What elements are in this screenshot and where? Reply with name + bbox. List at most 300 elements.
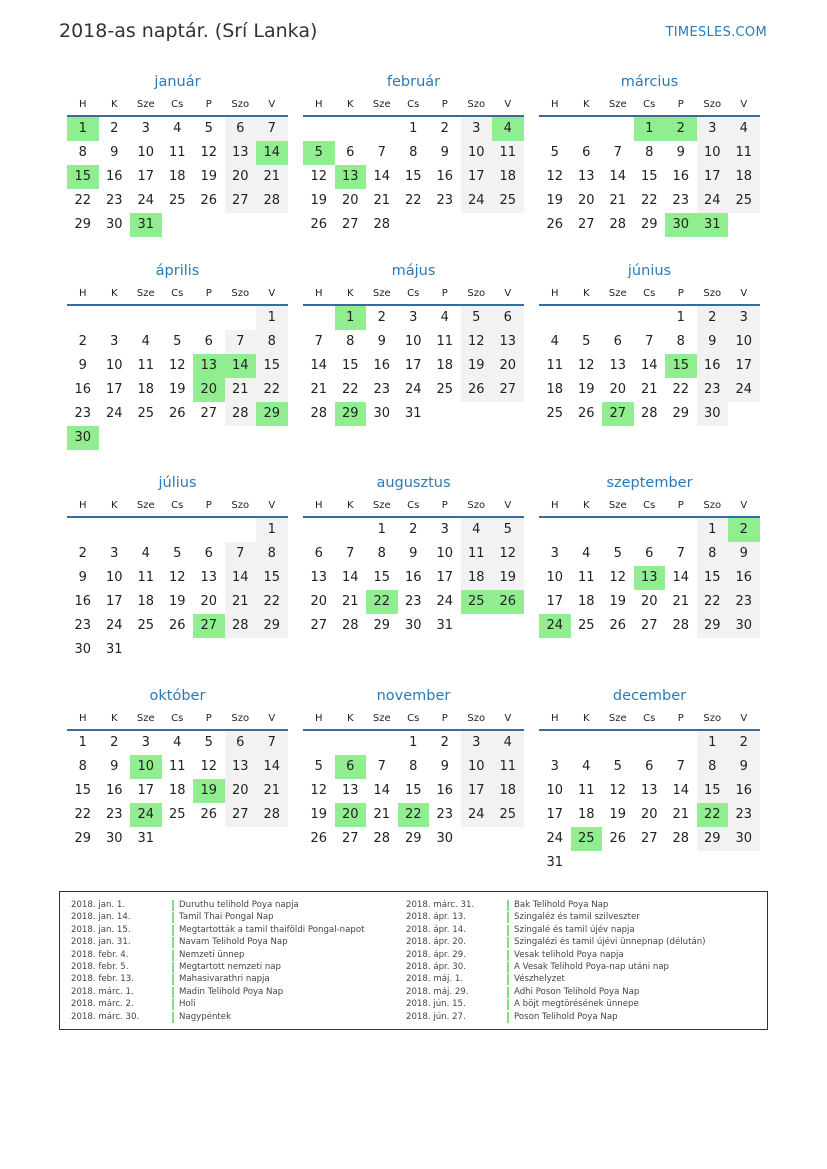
day-cell[interactable]: 18 — [461, 566, 493, 590]
holiday-day[interactable]: 19 — [193, 779, 225, 803]
day-cell[interactable]: 17 — [404, 358, 422, 373]
day-cell[interactable]: 17 — [105, 382, 123, 397]
day-cell[interactable]: 27 — [341, 831, 359, 846]
day-cell[interactable]: 19 — [492, 566, 524, 590]
day-cell[interactable]: 14 — [373, 169, 391, 184]
day-cell[interactable]: 26 — [168, 406, 186, 421]
day-cell[interactable]: 12 — [168, 570, 186, 585]
day-cell[interactable]: 30 — [728, 614, 760, 638]
day-cell[interactable]: 29 — [373, 618, 391, 633]
day-cell[interactable]: 23 — [105, 807, 123, 822]
day-cell[interactable]: 29 — [640, 217, 658, 232]
day-cell[interactable]: 12 — [168, 358, 186, 373]
day-cell[interactable]: 9 — [110, 145, 119, 160]
day-cell[interactable]: 13 — [225, 755, 257, 779]
day-cell[interactable]: 8 — [676, 334, 685, 349]
day-cell[interactable]: 31 — [404, 406, 422, 421]
holiday-day[interactable]: 14 — [256, 141, 288, 165]
day-cell[interactable]: 15 — [697, 566, 729, 590]
day-cell[interactable]: 7 — [225, 542, 257, 566]
holiday-day[interactable]: 20 — [335, 803, 367, 827]
day-cell[interactable]: 10 — [137, 145, 155, 160]
day-cell[interactable]: 29 — [697, 827, 729, 851]
day-cell[interactable]: 21 — [373, 193, 391, 208]
day-cell[interactable]: 5 — [173, 334, 182, 349]
day-cell[interactable]: 26 — [609, 618, 627, 633]
day-cell[interactable]: 28 — [672, 618, 690, 633]
holiday-day[interactable]: 26 — [492, 590, 524, 614]
day-cell[interactable]: 14 — [341, 570, 359, 585]
day-cell[interactable]: 27 — [640, 831, 658, 846]
holiday-day[interactable]: 13 — [193, 354, 225, 378]
holiday-day[interactable]: 13 — [634, 566, 666, 590]
day-cell[interactable]: 8 — [78, 759, 87, 774]
day-cell[interactable]: 15 — [404, 783, 422, 798]
day-cell[interactable]: 29 — [697, 614, 729, 638]
day-cell[interactable]: 21 — [225, 590, 257, 614]
holiday-day[interactable]: 30 — [67, 426, 99, 450]
holiday-day[interactable]: 24 — [130, 803, 162, 827]
day-cell[interactable]: 27 — [225, 189, 257, 213]
day-cell[interactable]: 31 — [436, 618, 454, 633]
day-cell[interactable]: 23 — [74, 406, 92, 421]
day-cell[interactable]: 12 — [200, 145, 218, 160]
day-cell[interactable]: 11 — [492, 141, 524, 165]
day-cell[interactable]: 30 — [404, 618, 422, 633]
day-cell[interactable]: 23 — [728, 590, 760, 614]
day-cell[interactable]: 3 — [141, 121, 150, 136]
day-cell[interactable]: 28 — [225, 614, 257, 638]
day-cell[interactable]: 26 — [200, 807, 218, 822]
day-cell[interactable]: 13 — [341, 783, 359, 798]
day-cell[interactable]: 3 — [461, 731, 493, 755]
day-cell[interactable]: 24 — [546, 831, 564, 846]
day-cell[interactable]: 2 — [440, 735, 449, 750]
day-cell[interactable]: 28 — [225, 402, 257, 426]
day-cell[interactable]: 8 — [377, 546, 386, 561]
day-cell[interactable]: 22 — [74, 193, 92, 208]
holiday-day[interactable]: 6 — [335, 755, 367, 779]
day-cell[interactable]: 7 — [676, 546, 685, 561]
day-cell[interactable]: 11 — [168, 145, 186, 160]
day-cell[interactable]: 24 — [436, 594, 454, 609]
day-cell[interactable]: 30 — [373, 406, 391, 421]
day-cell[interactable]: 21 — [609, 193, 627, 208]
day-cell[interactable]: 6 — [346, 145, 355, 160]
day-cell[interactable]: 7 — [645, 334, 654, 349]
day-cell[interactable]: 15 — [341, 358, 359, 373]
day-cell[interactable]: 16 — [373, 358, 391, 373]
day-cell[interactable]: 21 — [310, 382, 328, 397]
day-cell[interactable]: 24 — [137, 193, 155, 208]
day-cell[interactable]: 22 — [672, 382, 690, 397]
day-cell[interactable]: 12 — [546, 169, 564, 184]
day-cell[interactable]: 22 — [341, 382, 359, 397]
day-cell[interactable]: 18 — [728, 165, 760, 189]
day-cell[interactable]: 3 — [440, 522, 449, 537]
day-cell[interactable]: 17 — [137, 783, 155, 798]
day-cell[interactable]: 30 — [105, 217, 123, 232]
day-cell[interactable]: 9 — [78, 570, 87, 585]
day-cell[interactable]: 28 — [373, 217, 391, 232]
day-cell[interactable]: 21 — [672, 594, 690, 609]
day-cell[interactable]: 15 — [404, 169, 422, 184]
day-cell[interactable]: 6 — [225, 731, 257, 755]
holiday-day[interactable]: 10 — [130, 755, 162, 779]
day-cell[interactable]: 5 — [582, 334, 591, 349]
day-cell[interactable]: 28 — [256, 189, 288, 213]
day-cell[interactable]: 12 — [310, 169, 328, 184]
day-cell[interactable]: 27 — [310, 618, 328, 633]
day-cell[interactable]: 30 — [728, 827, 760, 851]
day-cell[interactable]: 2 — [377, 310, 386, 325]
day-cell[interactable]: 18 — [577, 807, 595, 822]
holiday-day[interactable]: 15 — [665, 354, 697, 378]
day-cell[interactable]: 8 — [697, 755, 729, 779]
day-cell[interactable]: 17 — [105, 594, 123, 609]
day-cell[interactable]: 13 — [225, 141, 257, 165]
holiday-day[interactable]: 27 — [602, 402, 634, 426]
day-cell[interactable]: 1 — [256, 306, 288, 330]
day-cell[interactable]: 17 — [461, 165, 493, 189]
day-cell[interactable]: 25 — [168, 193, 186, 208]
day-cell[interactable]: 20 — [310, 594, 328, 609]
day-cell[interactable]: 28 — [256, 803, 288, 827]
day-cell[interactable]: 27 — [200, 406, 218, 421]
day-cell[interactable]: 21 — [341, 594, 359, 609]
day-cell[interactable]: 15 — [640, 169, 658, 184]
day-cell[interactable]: 31 — [105, 642, 123, 657]
day-cell[interactable]: 8 — [409, 759, 418, 774]
day-cell[interactable]: 29 — [672, 406, 690, 421]
day-cell[interactable]: 18 — [492, 779, 524, 803]
day-cell[interactable]: 28 — [672, 831, 690, 846]
day-cell[interactable]: 4 — [141, 546, 150, 561]
holiday-day[interactable]: 13 — [335, 165, 367, 189]
day-cell[interactable]: 11 — [728, 141, 760, 165]
day-cell[interactable]: 6 — [314, 546, 323, 561]
day-cell[interactable]: 10 — [461, 141, 493, 165]
day-cell[interactable]: 4 — [582, 546, 591, 561]
day-cell[interactable]: 2 — [110, 735, 119, 750]
day-cell[interactable]: 10 — [105, 358, 123, 373]
day-cell[interactable]: 23 — [436, 193, 454, 208]
day-cell[interactable]: 22 — [256, 378, 288, 402]
day-cell[interactable]: 11 — [137, 570, 155, 585]
holiday-day[interactable]: 24 — [539, 614, 571, 638]
day-cell[interactable]: 16 — [105, 783, 123, 798]
day-cell[interactable]: 13 — [492, 330, 524, 354]
day-cell[interactable]: 20 — [640, 807, 658, 822]
holiday-day[interactable]: 2 — [728, 518, 760, 542]
day-cell[interactable]: 4 — [173, 735, 182, 750]
day-cell[interactable]: 16 — [672, 169, 690, 184]
day-cell[interactable]: 20 — [492, 354, 524, 378]
day-cell[interactable]: 7 — [377, 145, 386, 160]
day-cell[interactable]: 17 — [461, 779, 493, 803]
day-cell[interactable]: 29 — [74, 831, 92, 846]
day-cell[interactable]: 25 — [492, 803, 524, 827]
day-cell[interactable]: 15 — [74, 783, 92, 798]
day-cell[interactable]: 3 — [409, 310, 418, 325]
day-cell[interactable]: 8 — [409, 145, 418, 160]
day-cell[interactable]: 27 — [492, 378, 524, 402]
day-cell[interactable]: 23 — [373, 382, 391, 397]
day-cell[interactable]: 24 — [697, 189, 729, 213]
day-cell[interactable]: 20 — [640, 594, 658, 609]
day-cell[interactable]: 16 — [728, 779, 760, 803]
day-cell[interactable]: 5 — [314, 759, 323, 774]
day-cell[interactable]: 28 — [310, 406, 328, 421]
holiday-day[interactable]: 1 — [634, 117, 666, 141]
day-cell[interactable]: 13 — [200, 570, 218, 585]
day-cell[interactable]: 23 — [436, 807, 454, 822]
day-cell[interactable]: 16 — [74, 594, 92, 609]
day-cell[interactable]: 10 — [461, 755, 493, 779]
day-cell[interactable]: 11 — [461, 542, 493, 566]
day-cell[interactable]: 6 — [645, 759, 654, 774]
day-cell[interactable]: 16 — [697, 354, 729, 378]
day-cell[interactable]: 15 — [697, 779, 729, 803]
day-cell[interactable]: 1 — [676, 310, 685, 325]
holiday-day[interactable]: 29 — [335, 402, 367, 426]
day-cell[interactable]: 2 — [110, 121, 119, 136]
day-cell[interactable]: 10 — [697, 141, 729, 165]
day-cell[interactable]: 9 — [728, 542, 760, 566]
day-cell[interactable]: 2 — [409, 522, 418, 537]
day-cell[interactable]: 31 — [137, 831, 155, 846]
day-cell[interactable]: 11 — [577, 570, 595, 585]
day-cell[interactable]: 8 — [346, 334, 355, 349]
day-cell[interactable]: 5 — [492, 518, 524, 542]
holiday-day[interactable]: 22 — [697, 803, 729, 827]
day-cell[interactable]: 29 — [256, 614, 288, 638]
day-cell[interactable]: 12 — [492, 542, 524, 566]
day-cell[interactable]: 6 — [204, 546, 213, 561]
day-cell[interactable]: 22 — [404, 193, 422, 208]
day-cell[interactable]: 20 — [341, 193, 359, 208]
day-cell[interactable]: 10 — [546, 570, 564, 585]
day-cell[interactable]: 14 — [672, 570, 690, 585]
day-cell[interactable]: 13 — [609, 358, 627, 373]
day-cell[interactable]: 16 — [404, 570, 422, 585]
day-cell[interactable]: 6 — [492, 306, 524, 330]
day-cell[interactable]: 8 — [697, 542, 729, 566]
day-cell[interactable]: 19 — [168, 594, 186, 609]
day-cell[interactable]: 28 — [640, 406, 658, 421]
day-cell[interactable]: 26 — [609, 831, 627, 846]
day-cell[interactable]: 22 — [640, 193, 658, 208]
day-cell[interactable]: 15 — [373, 570, 391, 585]
day-cell[interactable]: 22 — [256, 590, 288, 614]
day-cell[interactable]: 18 — [168, 783, 186, 798]
day-cell[interactable]: 19 — [577, 382, 595, 397]
day-cell[interactable]: 29 — [74, 217, 92, 232]
day-cell[interactable]: 16 — [105, 169, 123, 184]
day-cell[interactable]: 26 — [577, 406, 595, 421]
day-cell[interactable]: 17 — [546, 594, 564, 609]
day-cell[interactable]: 8 — [256, 330, 288, 354]
day-cell[interactable]: 12 — [609, 570, 627, 585]
day-cell[interactable]: 19 — [546, 193, 564, 208]
holiday-day[interactable]: 31 — [697, 213, 729, 237]
day-cell[interactable]: 27 — [341, 217, 359, 232]
day-cell[interactable]: 3 — [110, 546, 119, 561]
day-cell[interactable]: 3 — [110, 334, 119, 349]
day-cell[interactable]: 17 — [546, 807, 564, 822]
day-cell[interactable]: 9 — [697, 330, 729, 354]
day-cell[interactable]: 17 — [728, 354, 760, 378]
day-cell[interactable]: 3 — [550, 759, 559, 774]
day-cell[interactable]: 18 — [137, 594, 155, 609]
day-cell[interactable]: 20 — [577, 193, 595, 208]
day-cell[interactable]: 24 — [461, 189, 493, 213]
day-cell[interactable]: 30 — [74, 642, 92, 657]
day-cell[interactable]: 1 — [697, 518, 729, 542]
day-cell[interactable]: 14 — [640, 358, 658, 373]
day-cell[interactable]: 27 — [225, 803, 257, 827]
day-cell[interactable]: 25 — [137, 406, 155, 421]
day-cell[interactable]: 14 — [225, 566, 257, 590]
day-cell[interactable]: 6 — [225, 117, 257, 141]
day-cell[interactable]: 7 — [314, 334, 323, 349]
day-cell[interactable]: 24 — [105, 618, 123, 633]
day-cell[interactable]: 14 — [310, 358, 328, 373]
day-cell[interactable]: 24 — [461, 803, 493, 827]
day-cell[interactable]: 19 — [461, 354, 493, 378]
day-cell[interactable]: 20 — [609, 382, 627, 397]
day-cell[interactable]: 16 — [728, 566, 760, 590]
day-cell[interactable]: 3 — [461, 117, 493, 141]
day-cell[interactable]: 26 — [461, 378, 493, 402]
day-cell[interactable]: 18 — [168, 169, 186, 184]
day-cell[interactable]: 10 — [404, 334, 422, 349]
holiday-day[interactable]: 2 — [665, 117, 697, 141]
day-cell[interactable]: 1 — [697, 731, 729, 755]
day-cell[interactable]: 15 — [256, 566, 288, 590]
day-cell[interactable]: 11 — [577, 783, 595, 798]
day-cell[interactable]: 3 — [550, 546, 559, 561]
day-cell[interactable]: 25 — [546, 406, 564, 421]
day-cell[interactable]: 24 — [728, 378, 760, 402]
day-cell[interactable]: 9 — [440, 145, 449, 160]
day-cell[interactable]: 7 — [256, 117, 288, 141]
day-cell[interactable]: 4 — [550, 334, 559, 349]
day-cell[interactable]: 25 — [436, 382, 454, 397]
day-cell[interactable]: 5 — [204, 121, 213, 136]
day-cell[interactable]: 8 — [256, 542, 288, 566]
day-cell[interactable]: 19 — [200, 169, 218, 184]
day-cell[interactable]: 1 — [256, 518, 288, 542]
day-cell[interactable]: 30 — [105, 831, 123, 846]
day-cell[interactable]: 16 — [436, 169, 454, 184]
day-cell[interactable]: 26 — [546, 217, 564, 232]
day-cell[interactable]: 25 — [137, 618, 155, 633]
day-cell[interactable]: 17 — [697, 165, 729, 189]
day-cell[interactable]: 22 — [74, 807, 92, 822]
day-cell[interactable]: 20 — [225, 165, 257, 189]
day-cell[interactable]: 12 — [577, 358, 595, 373]
holiday-day[interactable]: 4 — [492, 117, 524, 141]
day-cell[interactable]: 2 — [440, 121, 449, 136]
day-cell[interactable]: 8 — [645, 145, 654, 160]
day-cell[interactable]: 1 — [409, 121, 418, 136]
day-cell[interactable]: 19 — [609, 594, 627, 609]
day-cell[interactable]: 10 — [728, 330, 760, 354]
day-cell[interactable]: 4 — [492, 731, 524, 755]
day-cell[interactable]: 5 — [173, 546, 182, 561]
day-cell[interactable]: 30 — [697, 402, 729, 426]
day-cell[interactable]: 9 — [377, 334, 386, 349]
day-cell[interactable]: 21 — [373, 807, 391, 822]
day-cell[interactable]: 11 — [546, 358, 564, 373]
day-cell[interactable]: 18 — [577, 594, 595, 609]
day-cell[interactable]: 4 — [461, 518, 493, 542]
day-cell[interactable]: 23 — [105, 193, 123, 208]
day-cell[interactable]: 13 — [640, 783, 658, 798]
day-cell[interactable]: 19 — [310, 807, 328, 822]
day-cell[interactable]: 12 — [310, 783, 328, 798]
day-cell[interactable]: 7 — [256, 731, 288, 755]
day-cell[interactable]: 25 — [577, 618, 595, 633]
day-cell[interactable]: 2 — [697, 306, 729, 330]
day-cell[interactable]: 2 — [728, 731, 760, 755]
day-cell[interactable]: 5 — [550, 145, 559, 160]
day-cell[interactable]: 26 — [310, 217, 328, 232]
day-cell[interactable]: 9 — [728, 755, 760, 779]
day-cell[interactable]: 23 — [697, 378, 729, 402]
day-cell[interactable]: 31 — [546, 855, 564, 870]
day-cell[interactable]: 18 — [492, 165, 524, 189]
day-cell[interactable]: 27 — [640, 618, 658, 633]
day-cell[interactable]: 19 — [609, 807, 627, 822]
day-cell[interactable]: 26 — [200, 193, 218, 208]
day-cell[interactable]: 1 — [377, 522, 386, 537]
day-cell[interactable]: 27 — [577, 217, 595, 232]
day-cell[interactable]: 25 — [492, 189, 524, 213]
day-cell[interactable]: 16 — [74, 382, 92, 397]
day-cell[interactable]: 11 — [137, 358, 155, 373]
holiday-day[interactable]: 20 — [193, 378, 225, 402]
day-cell[interactable]: 3 — [697, 117, 729, 141]
day-cell[interactable]: 3 — [141, 735, 150, 750]
day-cell[interactable]: 16 — [436, 783, 454, 798]
day-cell[interactable]: 21 — [640, 382, 658, 397]
day-cell[interactable]: 5 — [461, 306, 493, 330]
holiday-day[interactable]: 14 — [225, 354, 257, 378]
day-cell[interactable]: 13 — [310, 570, 328, 585]
day-cell[interactable]: 1 — [78, 735, 87, 750]
day-cell[interactable]: 26 — [310, 831, 328, 846]
day-cell[interactable]: 18 — [546, 382, 564, 397]
day-cell[interactable]: 5 — [613, 546, 622, 561]
day-cell[interactable]: 15 — [256, 354, 288, 378]
day-cell[interactable]: 30 — [436, 831, 454, 846]
day-cell[interactable]: 9 — [440, 759, 449, 774]
day-cell[interactable]: 9 — [676, 145, 685, 160]
day-cell[interactable]: 7 — [225, 330, 257, 354]
day-cell[interactable]: 21 — [672, 807, 690, 822]
day-cell[interactable]: 4 — [141, 334, 150, 349]
day-cell[interactable]: 21 — [256, 779, 288, 803]
brand-logo[interactable]: TIMESLES.COM — [665, 25, 767, 40]
day-cell[interactable]: 9 — [78, 358, 87, 373]
holiday-day[interactable]: 15 — [67, 165, 99, 189]
day-cell[interactable]: 28 — [341, 618, 359, 633]
day-cell[interactable]: 14 — [609, 169, 627, 184]
day-cell[interactable]: 18 — [436, 358, 454, 373]
day-cell[interactable]: 7 — [613, 145, 622, 160]
